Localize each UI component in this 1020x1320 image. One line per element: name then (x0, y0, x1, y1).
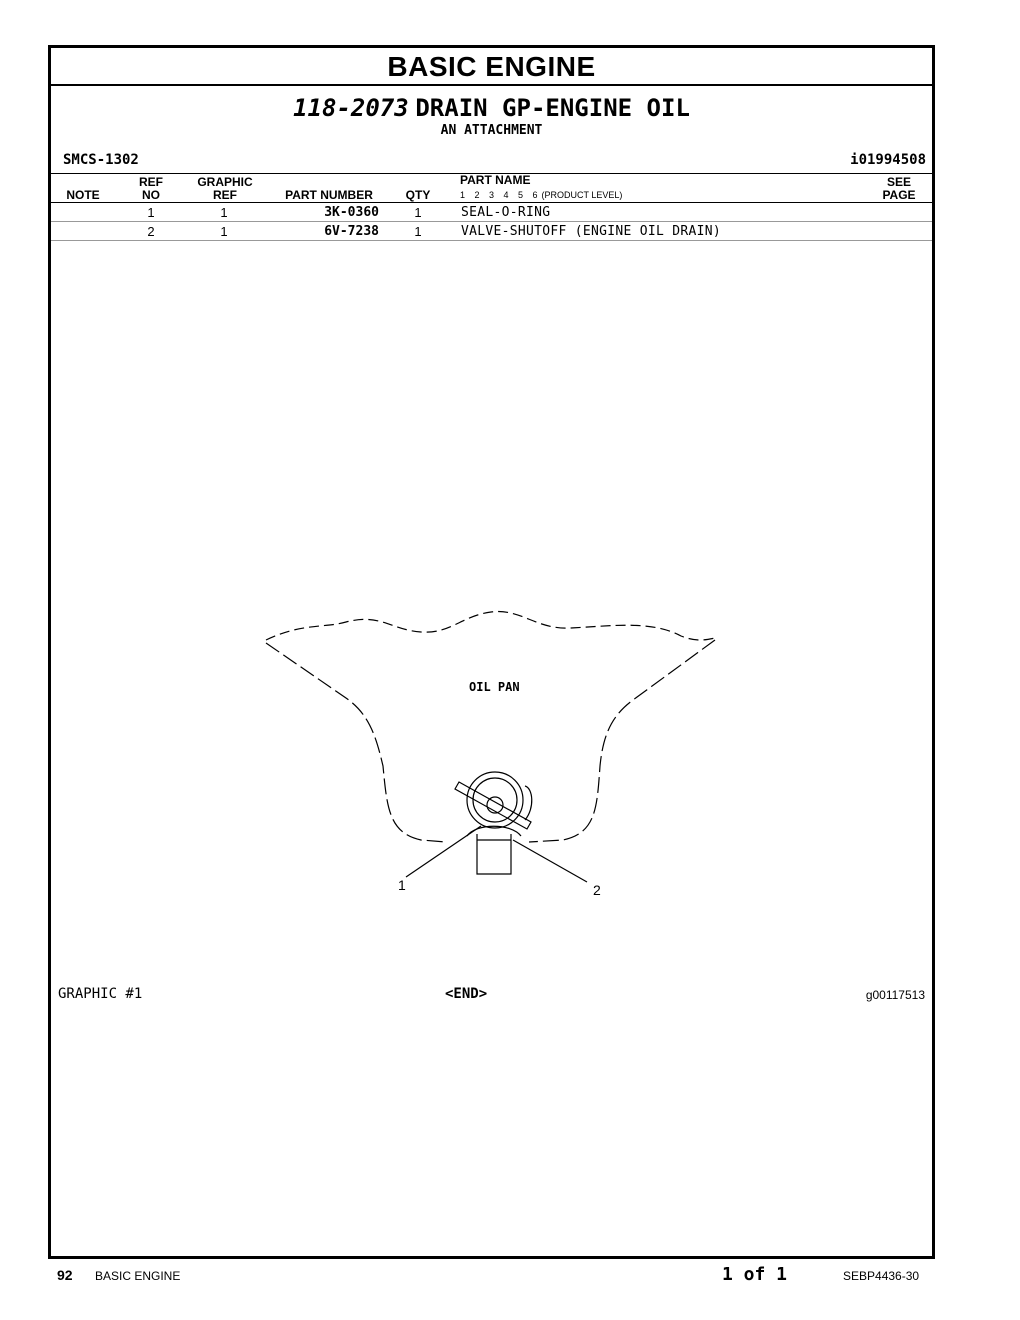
pan-break-line (266, 612, 715, 640)
graphic-ref: 1 (220, 205, 228, 220)
oil-pan-drain-illustration (51, 48, 932, 1256)
group-number[interactable]: 118-2073 (293, 94, 409, 122)
section-title: BASIC ENGINE (51, 48, 932, 86)
col-see-bottom: PAGE (882, 188, 916, 202)
part-number-link[interactable]: 6V-7238 (324, 224, 379, 239)
part-name: VALVE-SHUTOFF (ENGINE OIL DRAIN) (461, 224, 722, 239)
valve-body-edge (525, 786, 532, 820)
part-number-link[interactable]: 3K-0360 (324, 205, 379, 220)
product-level-label: (PRODUCT LEVEL) (541, 190, 623, 200)
part-name: SEAL-O-RING (461, 205, 551, 220)
col-graphic-bottom: REF (213, 188, 237, 202)
col-note: NOTE (66, 188, 100, 202)
callout-leader-1 (406, 826, 481, 877)
pan-right-side (529, 640, 715, 842)
col-part-name: PART NAME (460, 173, 531, 187)
callout-leader-2 (513, 840, 587, 882)
oil-pan-label: OIL PAN (469, 680, 520, 694)
graphic-ref: 1 (220, 224, 228, 239)
end-marker: <END> (445, 986, 488, 1002)
illustration-id: i01994508 (850, 152, 926, 168)
col-graphic-top: GRAPHIC (197, 175, 253, 189)
group-subtitle: AN ATTACHMENT (440, 123, 543, 138)
footer-section: BASIC ENGINE (95, 1269, 181, 1283)
footer-page-number: 92 (57, 1267, 73, 1283)
callout-1: 1 (398, 877, 406, 893)
pan-left-side (266, 643, 446, 842)
col-part-number: PART NUMBER (285, 188, 373, 202)
ref-no: 1 (147, 205, 155, 220)
col-qty: QTY (405, 188, 431, 202)
valve-ring-inner (473, 778, 517, 822)
smcs-code: SMCS-1302 (63, 152, 139, 168)
callout-2: 2 (593, 882, 601, 898)
graphic-label: GRAPHIC #1 (58, 986, 143, 1002)
footer-doc-number: SEBP4436-30 (843, 1269, 920, 1283)
ref-no: 2 (147, 224, 155, 239)
group-name: DRAIN GP-ENGINE OIL (415, 94, 690, 122)
col-see-top: SEE (886, 175, 911, 189)
footer-page-of: 1 of 1 (722, 1264, 788, 1285)
qty: 1 (414, 224, 422, 239)
qty: 1 (414, 205, 422, 220)
graphic-id: g00117513 (865, 988, 925, 1002)
col-ref-bottom: NO (142, 188, 160, 202)
parts-page-frame (48, 45, 935, 1259)
col-ref-top: REF (139, 175, 163, 189)
product-level-numbers: 1 2 3 4 5 6 (460, 190, 538, 200)
